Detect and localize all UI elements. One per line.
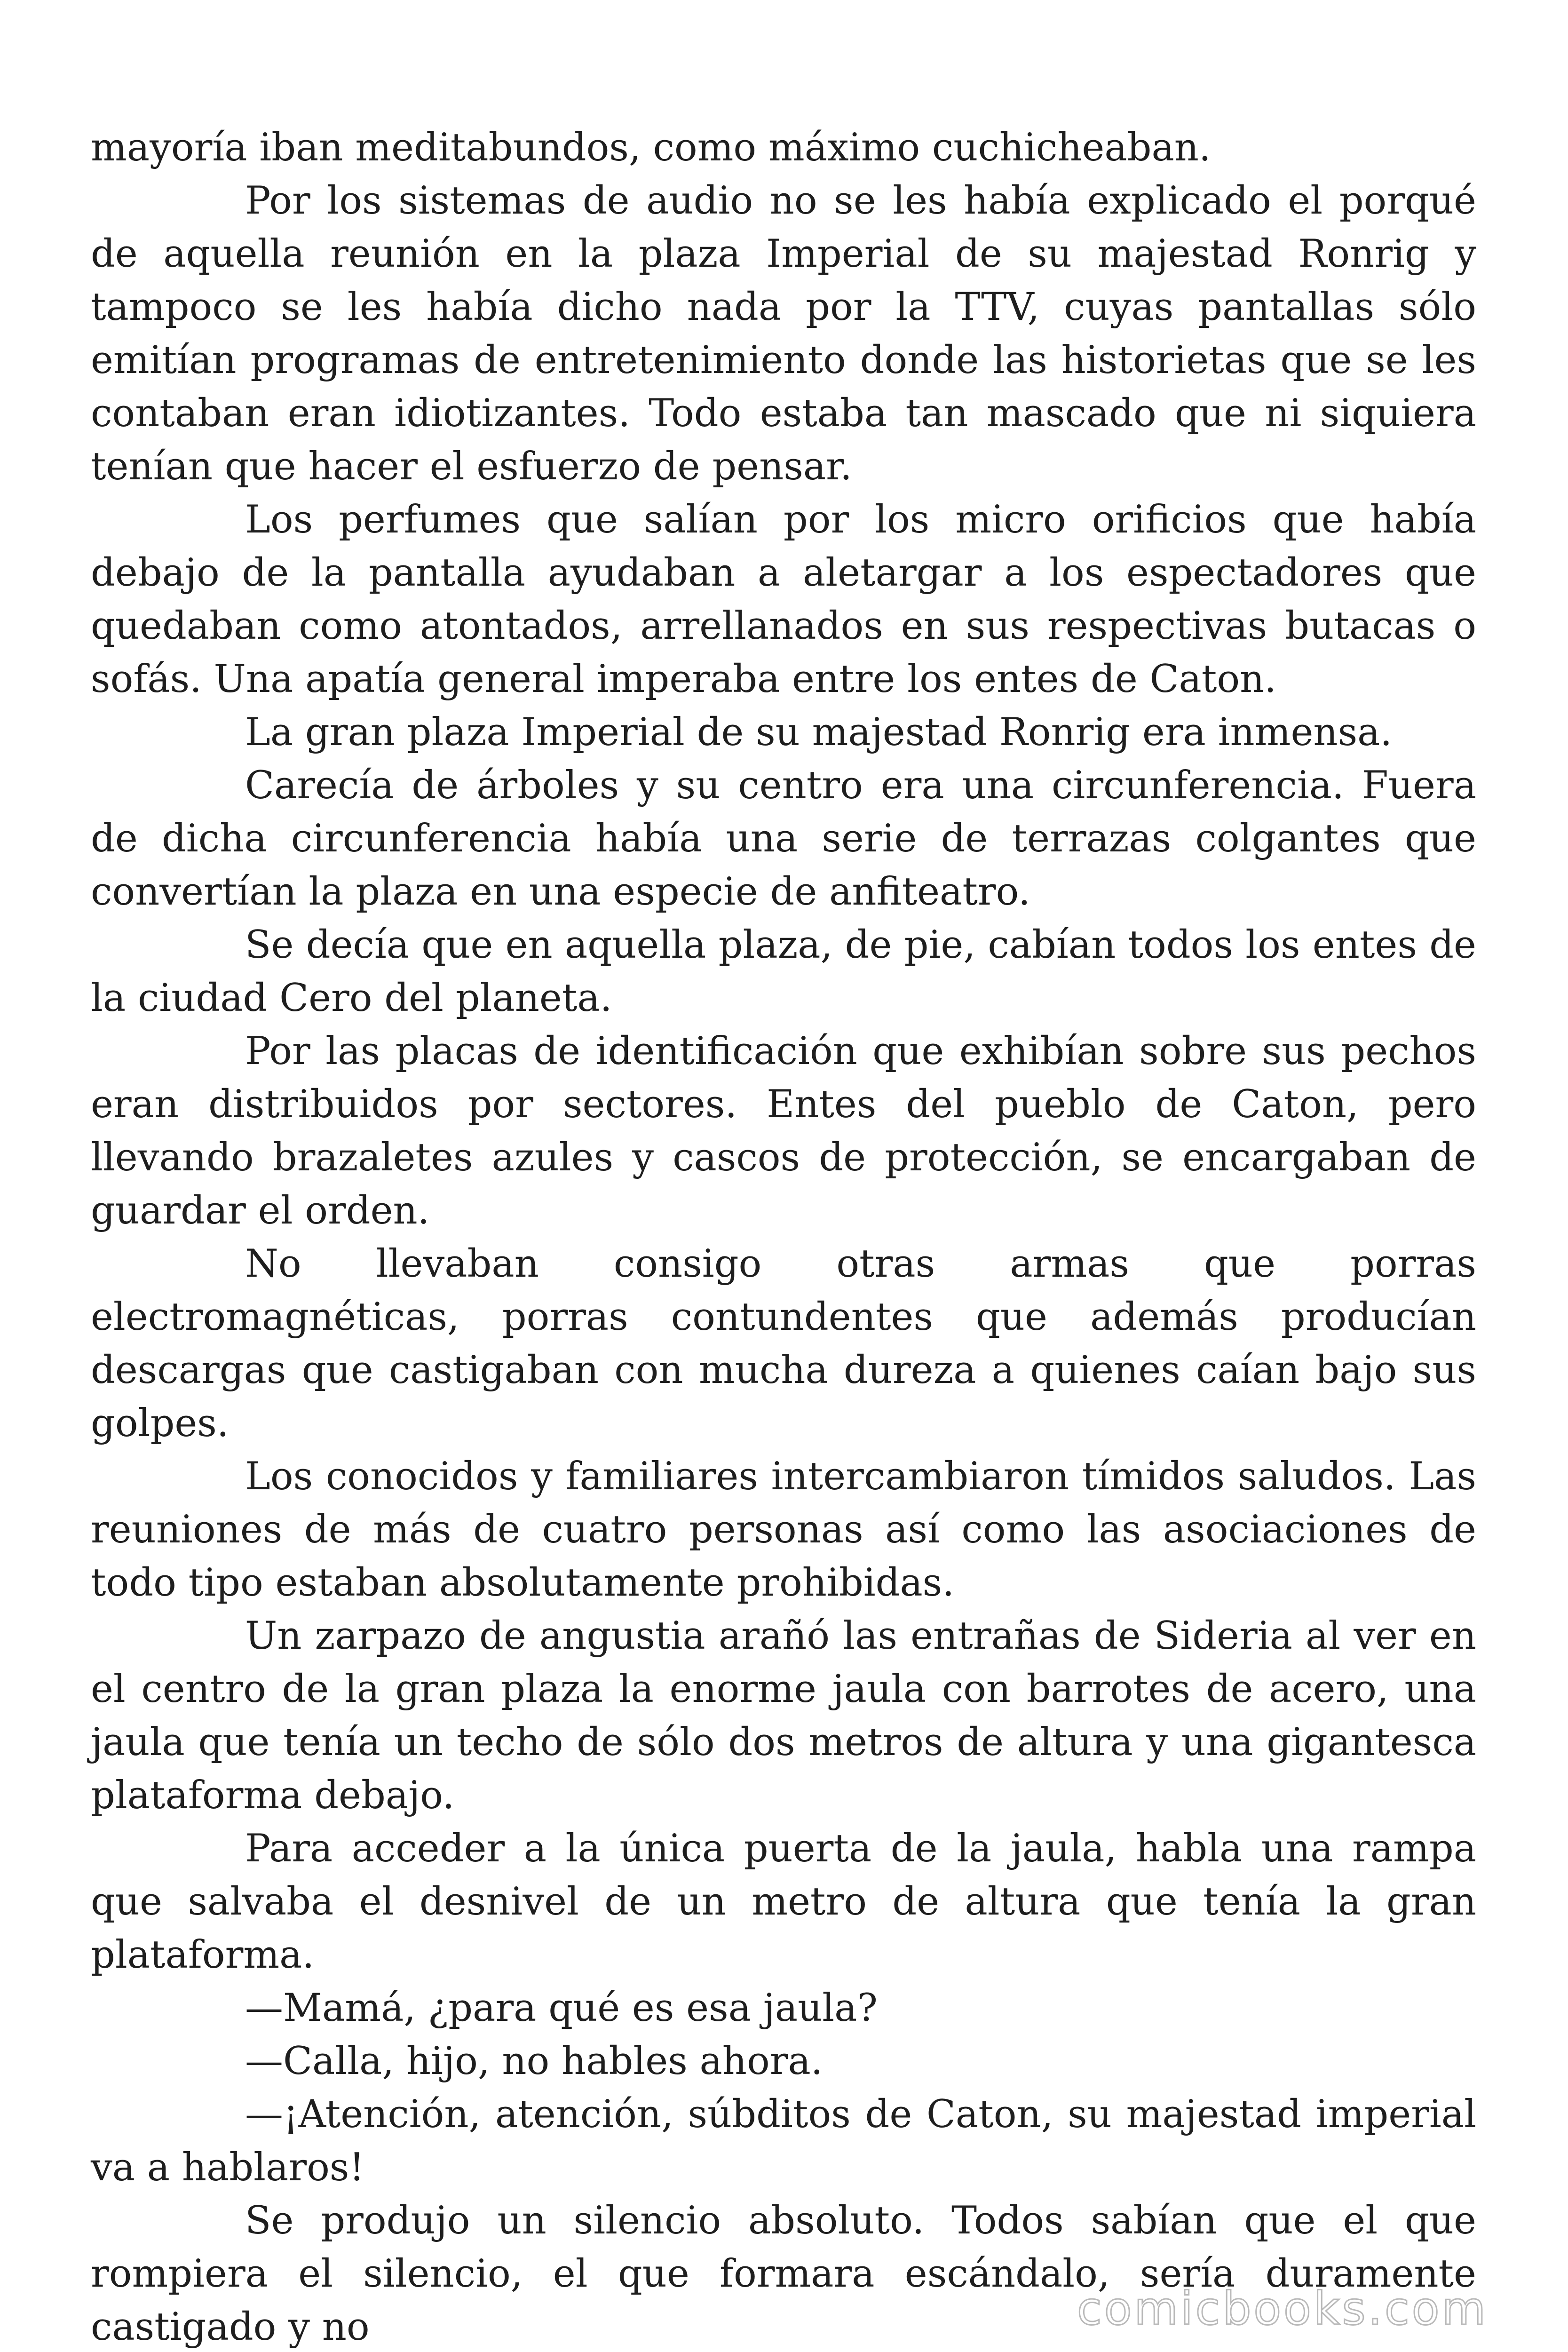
paragraph: Carecía de árboles y su centro era una circunferencia. Fuera de dicha circunferencia había una serie de terrazas colgantes que convertían la plaza en una especie de anfiteatro. [91, 763, 1476, 914]
paragraph: Los perfumes que salían por los micro orificios que había debajo de la pantalla ayudaban a aletargar a los espectadores que quedaban como atontados, arrellanados en sus respectivas butacas o sofás. Una apatía general imperaba entre los entes de Caton. [91, 498, 1476, 701]
dialogue-line: —¡Atención, atención, súbditos de Caton, su majestad imperial va a hablaros! [91, 2092, 1476, 2190]
paragraph: Se produjo un silencio absoluto. Todos sabían que el que rompiera el silencio, el que formara escándalo, sería duramente castigado y no [91, 2199, 1476, 2349]
paragraph: No llevaban consigo otras armas que porras electromagnéticas, porras contundentes que además producían descargas que castigaban con mucha dureza a quienes caían bajo sus golpes. [91, 1242, 1476, 1446]
paragraph: mayoría iban meditabundos, como máximo cuchicheaban. [91, 126, 1211, 170]
paragraph: Por las placas de identificación que exhibían sobre sus pechos eran distribuidos por sectores. Entes del pueblo de Caton, pero llevando brazaletes azules y cascos de protección, se encargaban de guardar el orden. [91, 1029, 1476, 1233]
paragraph: Para acceder a la única puerta de la jaula, habla una rampa que salvaba el desnivel de un metro de altura que tenía la gran plataforma. [91, 1827, 1476, 1977]
paragraph: Por los sistemas de audio no se les había explicado el porqué de aquella reunión en la plaza Imperial de su majestad Ronrig y tampoco se les había dicho nada por la TTV, cuyas pantallas sólo emitían programas de entretenimiento donde las historietas que se les contaban eran idiotizantes. Todo estaba tan mascado que ni siquiera tenían que hacer el esfuerzo de pensar. [91, 179, 1476, 489]
body-text [91, 121, 1476, 2352]
paragraph: Se decía que en aquella plaza, de pie, cabían todos los entes de la ciudad Cero del planeta. [91, 923, 1476, 1020]
paragraph: Un zarpazo de angustia arañó las entrañas de Sideria al ver en el centro de la gran plaza la enorme jaula con barrotes de acero, una jaula que tenía un techo de sólo dos metros de altura y una gigantesca plataforma debajo. [91, 1614, 1476, 1818]
paragraph: La gran plaza Imperial de su majestad Ronrig era inmensa. [245, 710, 1393, 755]
watermark: comicbooks.com [1077, 2282, 1488, 2335]
paragraph: Los conocidos y familiares intercambiaron tímidos saludos. Las reuniones de más de cuatro personas así como las asociaciones de todo tipo estaban absolutamente prohibidas. [91, 1454, 1476, 1605]
dialogue-line: —Calla, hijo, no hables ahora. [245, 2039, 823, 2083]
dialogue-line: —Mamá, ¿para qué es esa jaula? [245, 1986, 878, 2030]
